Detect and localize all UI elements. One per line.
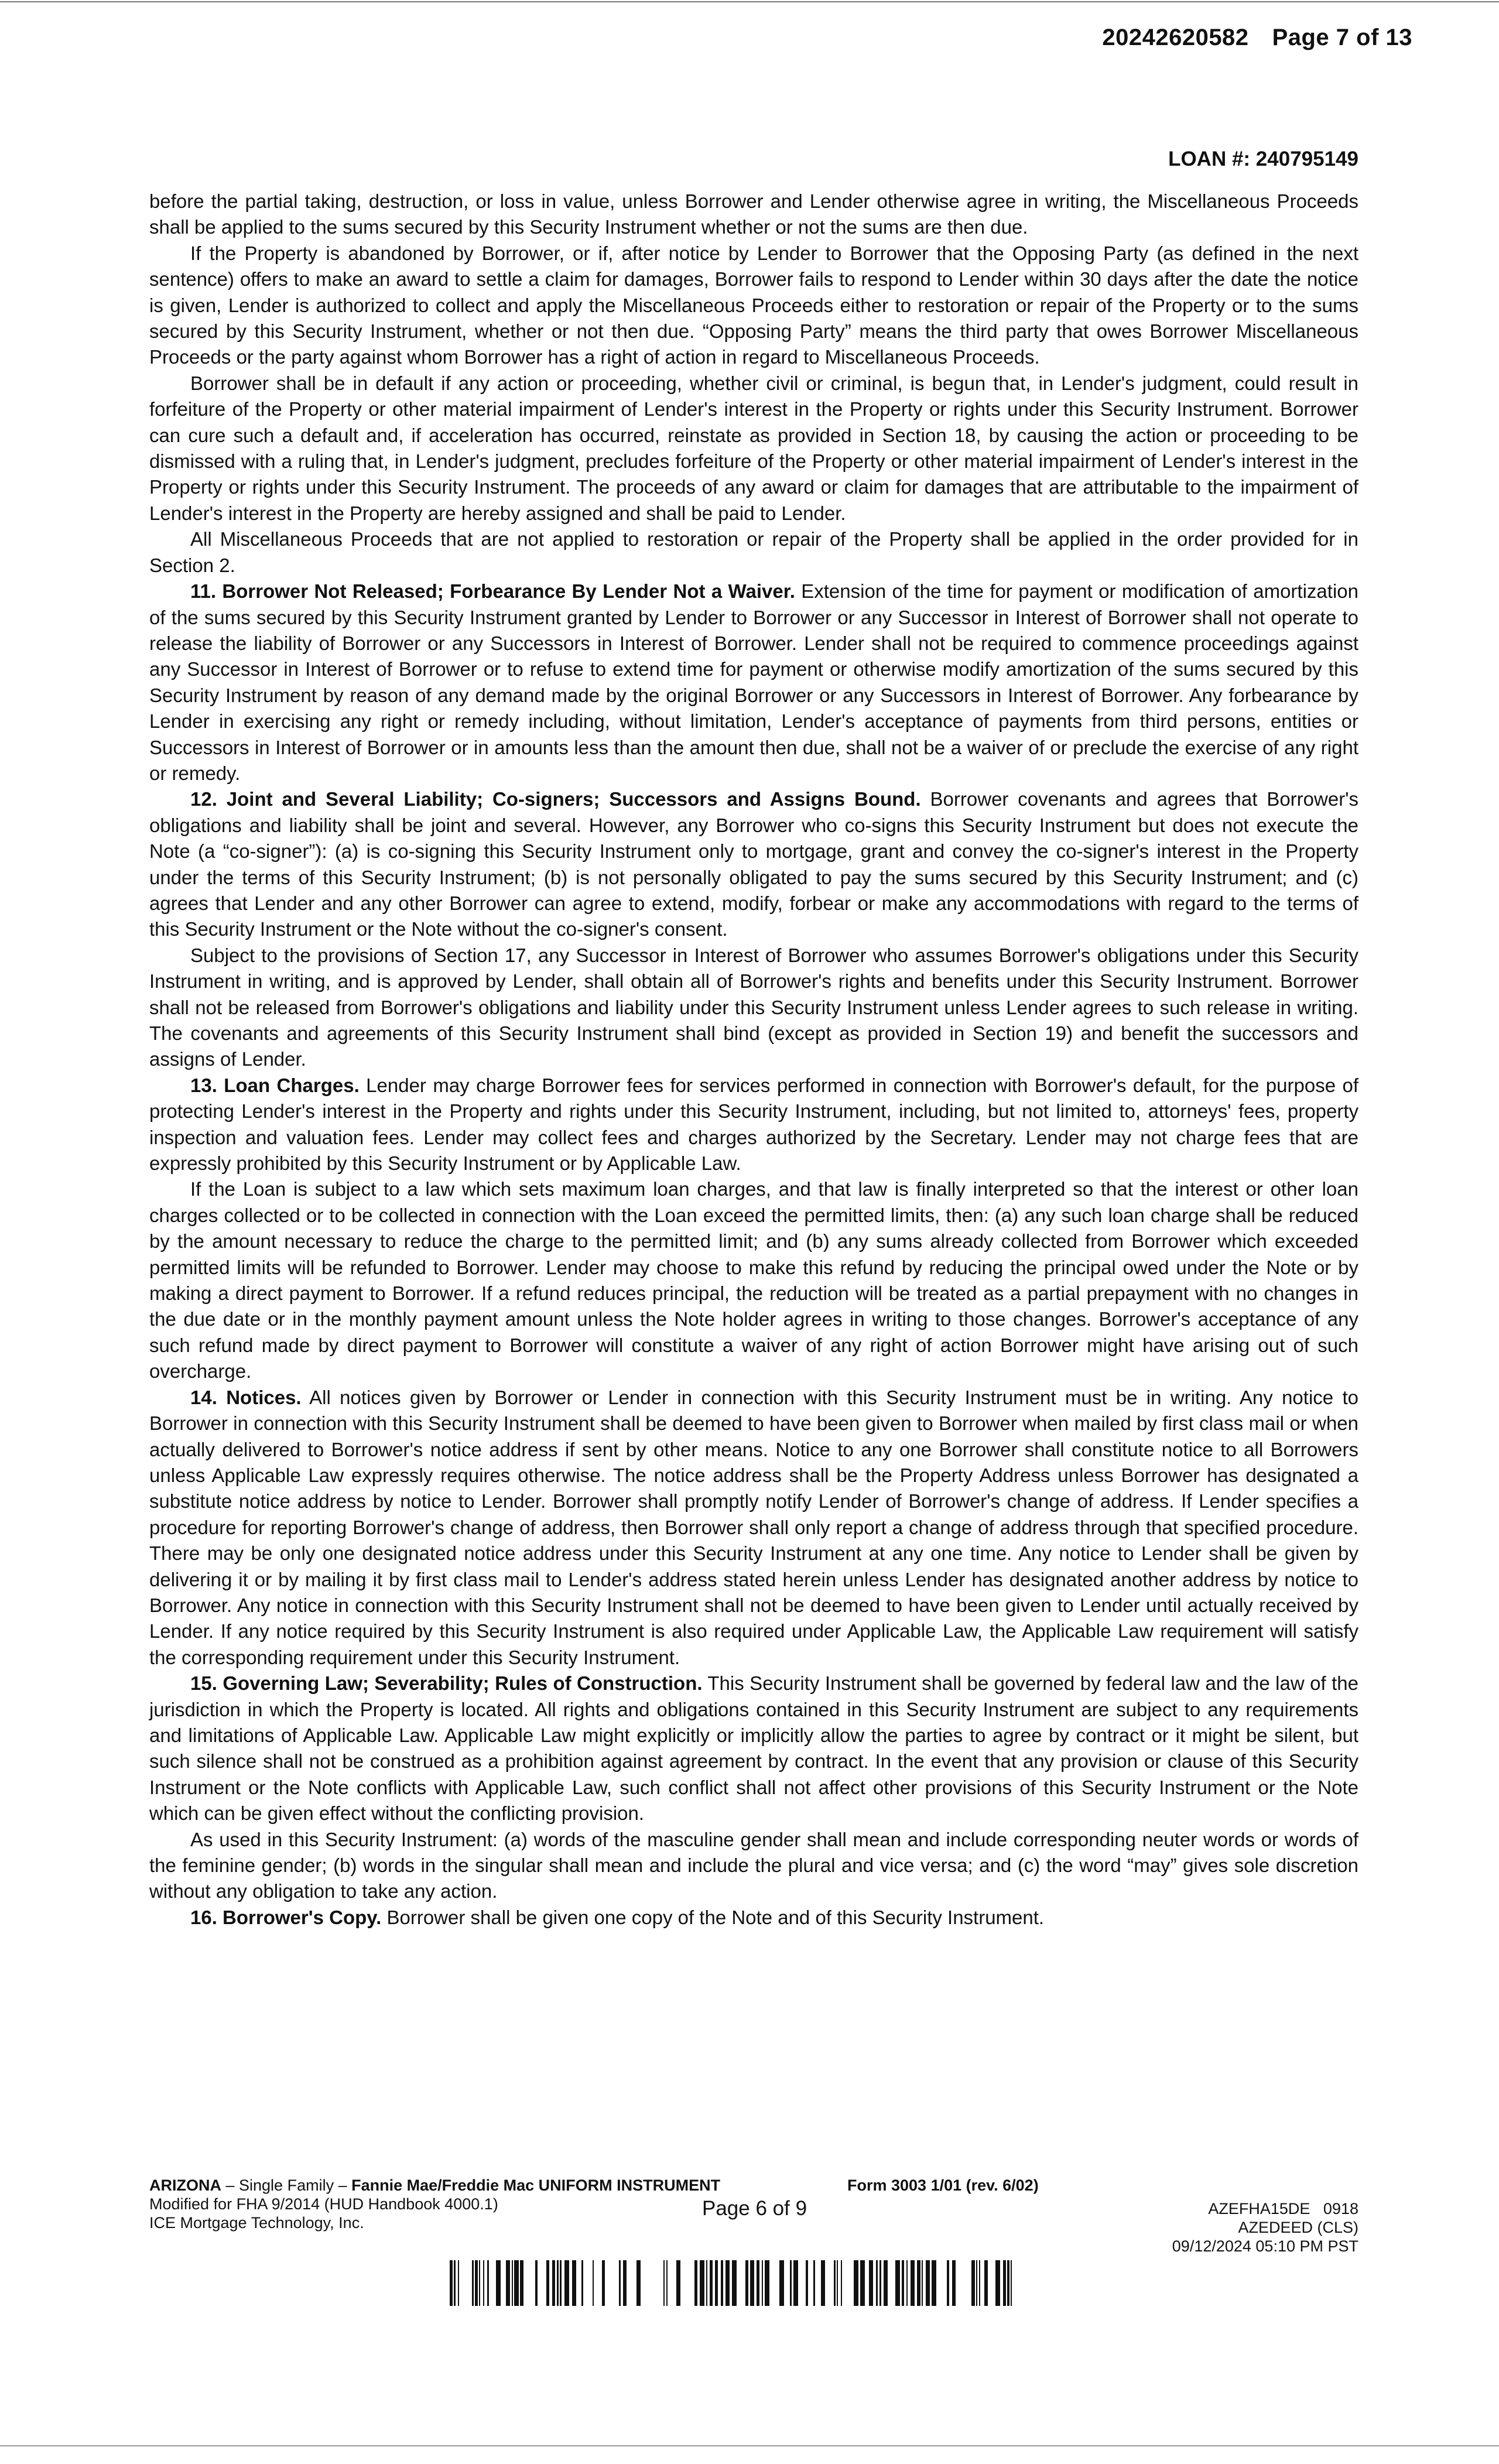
loan-number: LOAN #: 240795149 <box>1168 148 1358 170</box>
footer-state: ARIZONA <box>149 2176 221 2194</box>
section-16 <box>149 1905 1358 1931</box>
section-title: 12. Joint and Several Liability; Co-signers; Successors and Assigns Bound. <box>190 788 921 810</box>
section-title: 15. Governing Law; Severability; Rules of Construction. <box>190 1672 703 1695</box>
section-12 <box>149 786 1358 942</box>
section-text: Borrower shall be given one copy of the Note and of this Security Instrument. <box>381 1906 1045 1928</box>
paragraph: If the Loan is subject to a law which sets maximum loan charges, and that law is finally interpreted so that the interest or other loan charges collected or to be collected in connection with the Loan exceed the permitted limits, then: (a) any such loan charge shall be reduced by the amount necessary to reduce the charge to the permitted limit; and (b) any sums already collected from Borrower which exceeded permitted limits will be refunded to Borrower. Lender may choose to make this refund by reducing the principal owed under the Note or by making a direct payment to Borrower. If a refund reduces principal, the reduction will be treated as a partial prepayment with no changes in the due date or in the monthly payment amount unless the Note holder agrees in writing to those changes. Borrower's acceptance of any such refund made by direct payment to Borrower will constitute a waiver of any right of action Borrower might have arising out of such overcharge. <box>149 1178 1358 1382</box>
scan-edge-bottom <box>0 2445 1499 2446</box>
paragraph: before the partial taking, destruction, or loss in value, unless Borrower and Lender otherwise agree in writing, the Miscellaneous Proceeds shall be applied to the sums secured by this Security Instrument whether or not the sums are then due. <box>149 190 1358 238</box>
paragraph: If the Property is abandoned by Borrower, or if, after notice by Lender to Borrower that the Opposing Party (as defined in the next sentence) offers to make an award to settle a claim for damages, Borrower fails to respond to Lender within 30 days after the date the notice is given, Lender is authorized to collect and apply the Miscellaneous Proceeds either to restoration or repair of the Property or to the sums secured by this Security Instrument, whether or not then due. “Opposing Party” means the third party that owes Borrower Miscellaneous Proceeds or the party against whom Borrower has a right of action in regard to Miscellaneous Proceeds. <box>149 242 1358 368</box>
footer-form-desc: – Single Family – <box>221 2176 352 2194</box>
section-title: 11. Borrower Not Released; Forbearance By Lender Not a Waiver. <box>190 580 795 603</box>
footer-page-number: Page 6 of 9 <box>702 2197 807 2220</box>
paragraph: All Miscellaneous Proceeds that are not applied to restoration or repair of the Property shall be applied in the order provided for in Section 2. <box>149 528 1358 576</box>
section-text: Extension of the time for payment or modification of amortization of the sums secured by this Security Instrument granted by Lender to Borrower or any Successor in Interest of Borrower shall not operate to release the liability of Borrower or any Successors in Interest of Borrower. Lender shall not be required to commence proceedings against any Successor in Interest of Borrower or to refuse to extend time for payment or otherwise modify amortization of the sums secured by this Security Instrument by reason of any demand made by the original Borrower or any Successors in Interest of Borrower. Any forbearance by Lender in exercising any right or remedy including, without limitation, Lender's acceptance of payments from third persons, entities or Successors in Interest of Borrower or in amounts less than the amount then due, shall not be a waiver of or preclude the exercise of any right or remedy. <box>149 580 1358 784</box>
recording-page: Page 7 of 13 <box>1272 25 1412 50</box>
section-text: All notices given by Borrower or Lender in connection with this Security Instrument must be in writing. Any notice to Borrower in connection with this Security Instrument shall be deemed to have been given to Borrower when mailed by first class mail or when actually delivered to Borrower's notice address if sent by other means. Notice to any one Borrower shall constitute notice to all Borrowers unless Applicable Law expressly requires otherwise. The notice address shall be the Property Address unless Borrower has designated a substitute notice address by notice to Lender. Borrower shall promptly notify Lender of Borrower's change of address. If Lender specifies a procedure for reporting Borrower's change of address, then Borrower shall only report a change of address through that specified procedure. There may be only one designated notice address under this Security Instrument at any one time. Any notice to Lender shall be given by delivering it or by mailing it by first class mail to Lender's address stated herein unless Lender has designated another address by notice to Borrower. Any notice in connection with this Security Instrument shall not be deemed to have been given to Lender until actually received by Lender. If any notice required by this Security Instrument is also required under Applicable Law, the Applicable Law requirement will satisfy the corresponding requirement under this Security Instrument. <box>149 1386 1358 1668</box>
recording-number: 20242620582 <box>1102 25 1249 50</box>
section-title: 16. Borrower's Copy. <box>190 1906 382 1928</box>
footer-right <box>1172 2199 1358 2256</box>
footer-timestamp: 09/12/2024 05:10 PM PST <box>1172 2237 1358 2255</box>
footer-form-number: Form 3003 1/01 (rev. 6/02) <box>847 2176 1039 2194</box>
section-text: This Security Instrument shall be governed by federal law and the law of the jurisdiction in which the Property is located. All rights and obligations contained in this Security Instrument are subject to any requirements and limitations of Applicable Law. Applicable Law might explicitly or implicitly allow the parties to agree by contract or it might be silent, but such silence shall not be construed as a prohibition against agreement by contract. In the event that any provision or clause of this Security Instrument or the Note conflicts with Applicable Law, such conflict shall not affect other provisions of this Security Instrument or the Note which can be given effect without the conflicting provision. <box>149 1672 1358 1825</box>
section-13 <box>149 1073 1358 1177</box>
paragraph: Subject to the provisions of Section 17, any Successor in Interest of Borrower who assumes Borrower's obligations under this Security Instrument in writing, and is approved by Lender, shall obtain all of Borrower's rights and benefits under this Security Instrument. Borrower shall not be released from Borrower's obligations and liability under this Security Instrument unless Lender agrees to such release in writing. The covenants and agreements of this Security Instrument shall bind (except as provided in Section 19) and benefit the successors and assigns of Lender. <box>149 944 1358 1070</box>
section-text: Lender may charge Borrower fees for services performed in connection with Borrower's default, for the purpose of protecting Lender's interest in the Property and rights under this Security Instrument, including, but not limited to, attorneys' fees, property inspection and valuation fees. Lender may collect fees and charges authorized by the Secretary. Lender may not charge fees that are expressly prohibited by this Security Instrument or by Applicable Law. <box>149 1074 1358 1175</box>
scan-edge-top <box>0 1 1499 2</box>
paragraph: As used in this Security Instrument: (a) words of the masculine gender shall mean and include corresponding neuter words or words of the feminine gender; (b) words in the singular shall mean and include the plural and vice versa; and (c) the word “may” gives sole discretion without any obligation to take any action. <box>149 1828 1358 1902</box>
section-14 <box>149 1385 1358 1671</box>
recording-header <box>1102 25 1412 51</box>
barcode-image <box>450 2260 1012 2306</box>
section-title: 14. Notices. <box>190 1386 302 1408</box>
footer-doc-code: AZEFHA15DE 0918 <box>1208 2200 1358 2217</box>
section-text: Borrower covenants and agrees that Borrower's obligations and liability shall be joint and several. However, any Borrower who co-signs this Security Instrument but does not execute the Note (a “co-signer”): (a) is co-signing this Security Instrument only to mortgage, grant and convey the co-signer's interest in the Property under the terms of this Security Instrument; (b) is not personally obligated to pay the sums secured by this Security Instrument; and (c) agrees that Lender and any other Borrower can agree to extend, modify, forbear or make any accommodations with regard to the terms of this Security Instrument or the Note without the co-signer's consent. <box>149 788 1358 940</box>
section-title: 13. Loan Charges. <box>190 1074 360 1096</box>
footer-vendor: ICE Mortgage Technology, Inc. <box>149 2214 364 2232</box>
footer-modified: Modified for FHA 9/2014 (HUD Handbook 4000.1) <box>149 2195 498 2213</box>
footer-form-name: Fannie Mae/Freddie Mac UNIFORM INSTRUMENT <box>351 2176 721 2194</box>
footer-doc-code-2: AZEDEED (CLS) <box>1238 2219 1358 2236</box>
document-body <box>149 189 1358 1931</box>
section-11 <box>149 579 1358 786</box>
section-15 <box>149 1671 1358 1826</box>
paragraph: Borrower shall be in default if any action or proceeding, whether civil or criminal, is begun that, in Lender's judgment, could result in forfeiture of the Property or other material impairment of Lender's interest in the Property or rights under this Security Instrument. Borrower can cure such a default and, if acceleration has occurred, reinstate as provided in Section 18, by causing the action or proceeding to be dismissed with a ruling that, in Lender's judgment, precludes forfeiture of the Property or other material impairment of Lender's interest in the Property or rights under this Security Instrument. The proceeds of any award or claim for damages that are attributable to the impairment of Lender's interest in the Property are hereby assigned and shall be paid to Lender. <box>149 372 1358 524</box>
